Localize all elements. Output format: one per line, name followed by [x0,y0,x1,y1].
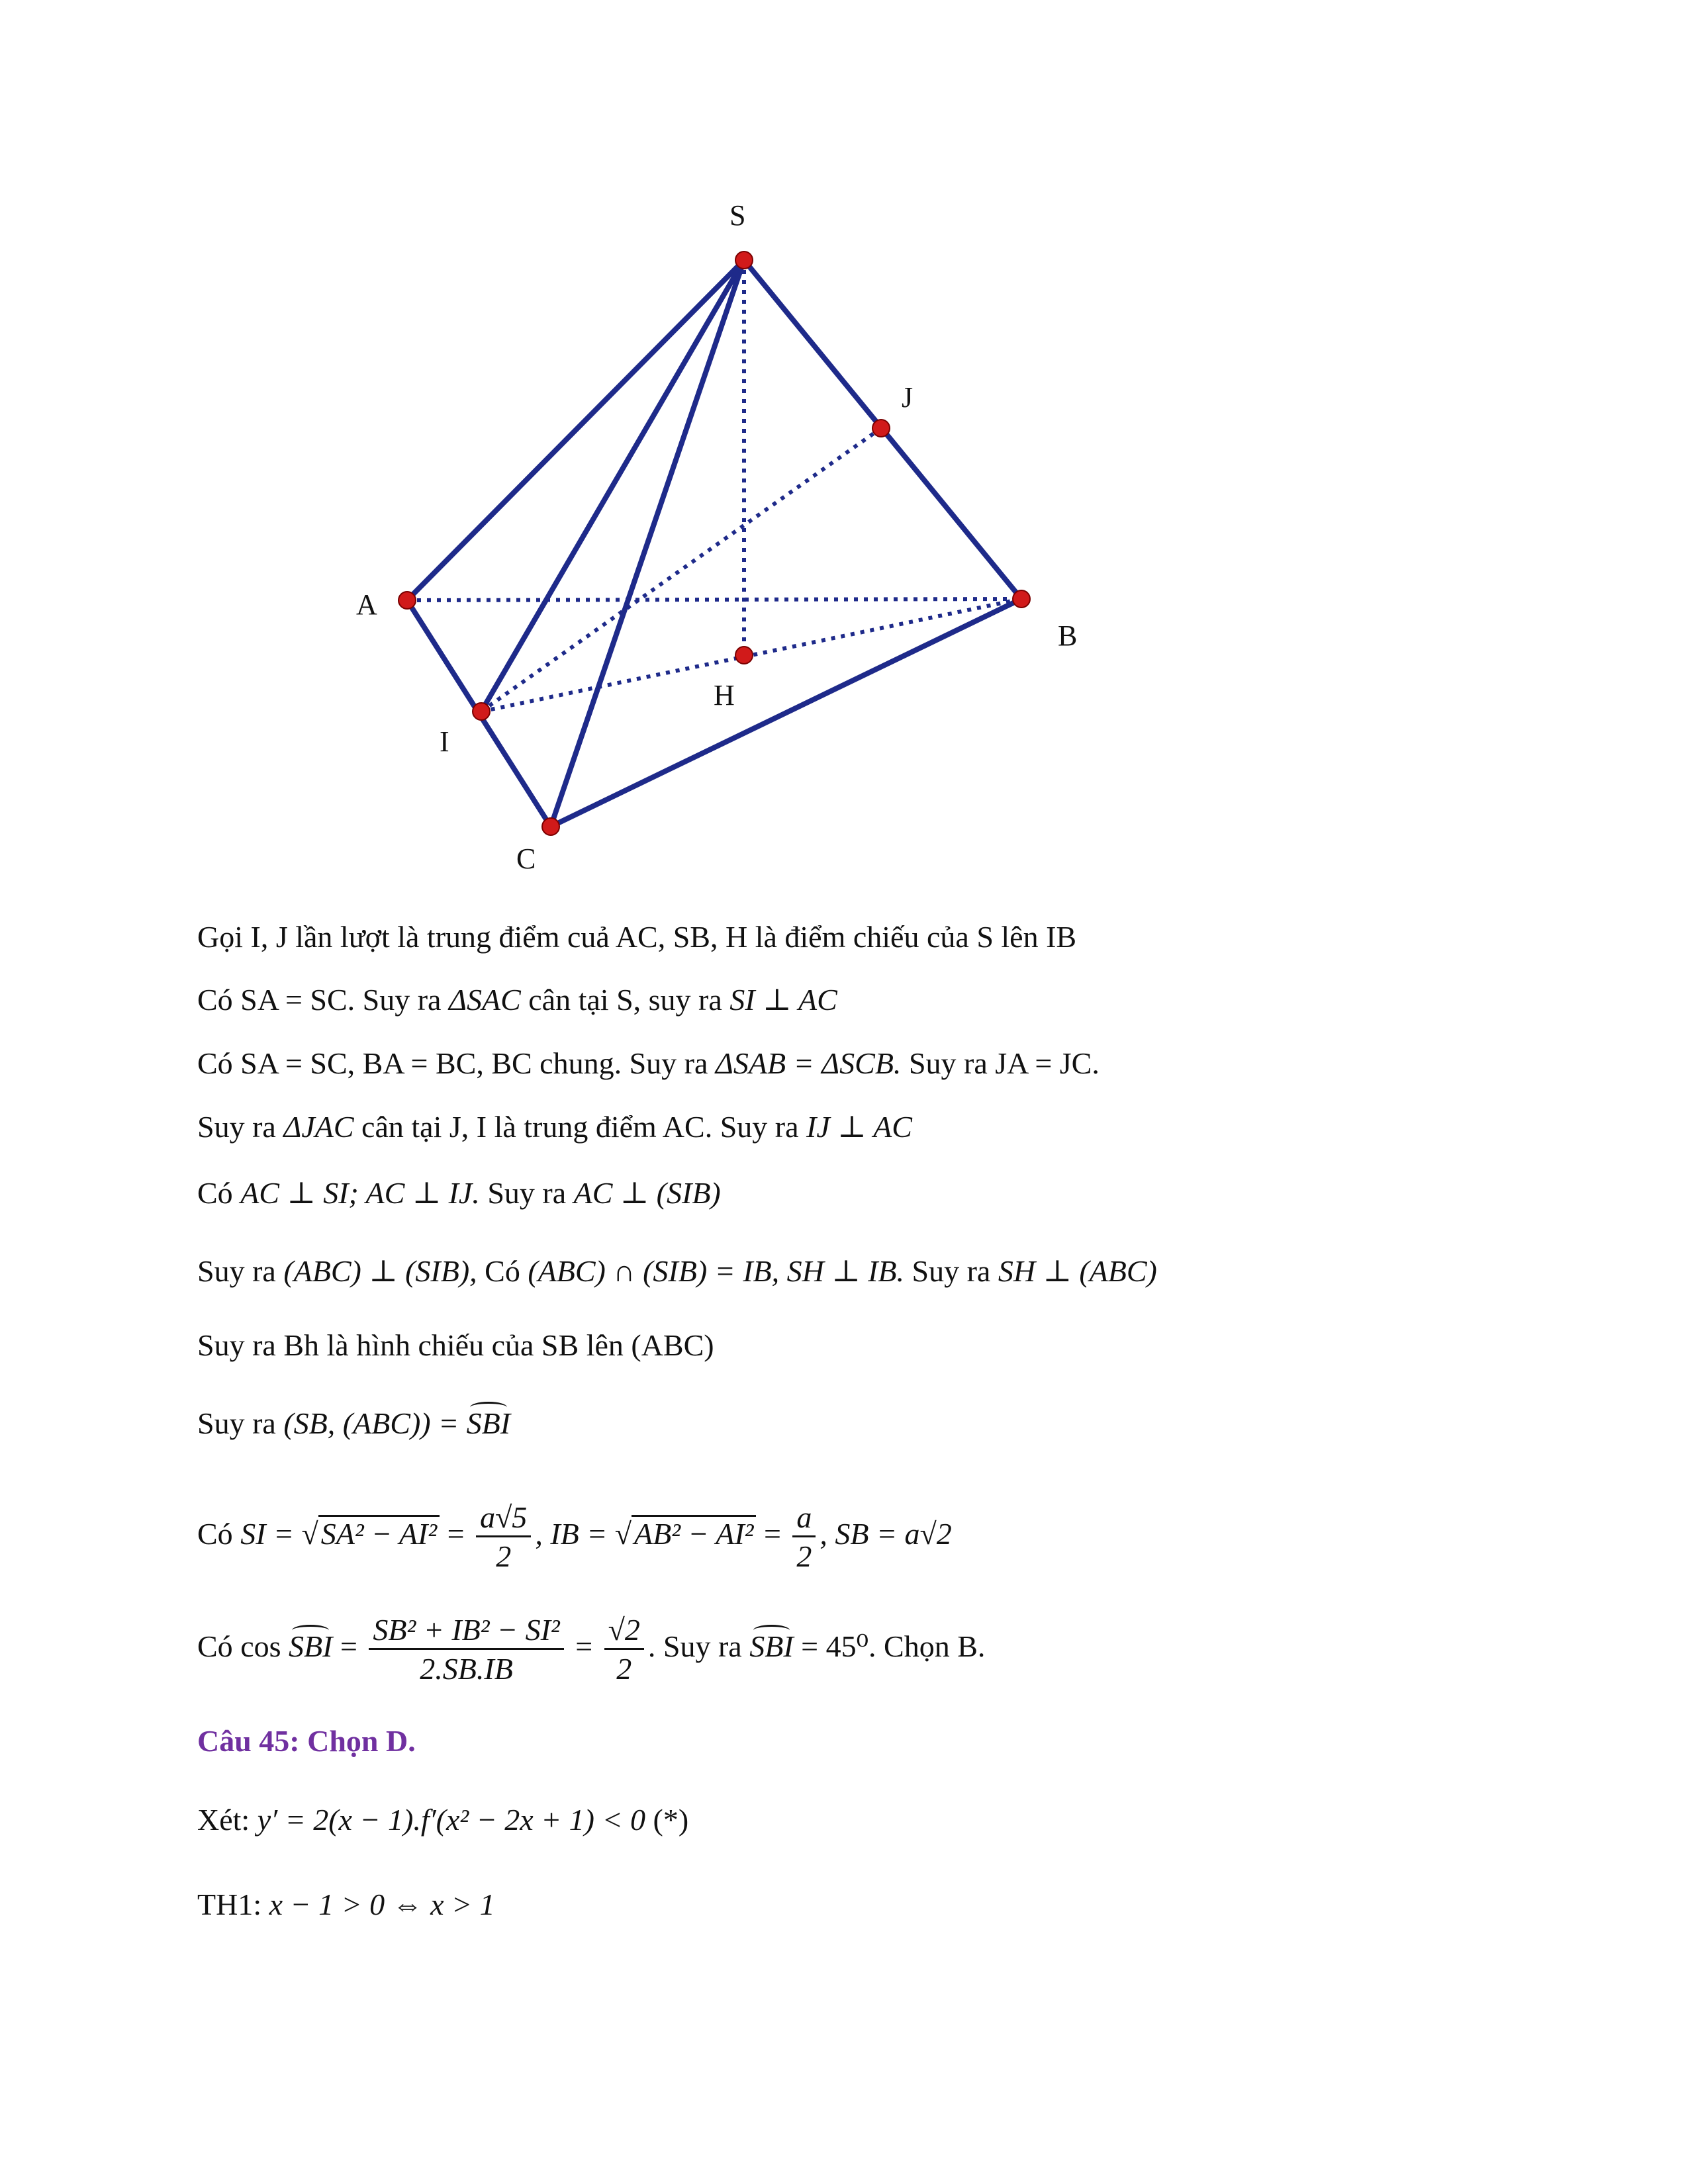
line-13-text-a: TH1: [197,1888,269,1921]
point-I [473,703,490,720]
line-7 [197,1330,714,1361]
point-A [399,592,416,609]
line-10-frac-root [604,1615,644,1684]
label-S: S [729,199,746,232]
pyramid-figure [0,0,1688,900]
question-45-heading [197,1726,416,1756]
line-7-text: Suy ra Bh là hình chiếu của SB lên (ABC) [197,1328,714,1362]
line-12-math-derivative: y′ = 2(x − 1).f′(x² − 2x + 1) < 0 [257,1803,646,1837]
line-3-text-c: Suy ra JA = JC. [901,1046,1100,1080]
line-4-text-a: Suy ra [197,1110,284,1144]
label-A: A [356,588,377,621]
line-9-ib-label: , IB = √ [535,1517,632,1551]
line-8-text-a: Suy ra [197,1406,284,1440]
line-1-text: Gọi I, J lần lượt là trung điểm cuả AC, SB, H là điểm chiếu của S lên IB [197,920,1077,954]
line-9-frac-ib-num: a [792,1502,816,1537]
line-5 [197,1178,721,1208]
line-6-text-c: Có [477,1254,528,1288]
line-9-ib-radicand: AB² − AI² [632,1515,756,1551]
line-4-math-triangle: ΔJAC [283,1110,354,1144]
line-3 [197,1048,1100,1079]
label-B: B [1058,619,1078,652]
line-6-math-perp: SH ⊥ (ABC) [998,1254,1157,1288]
line-9-text-a: Có [197,1517,241,1551]
line-2-math-triangle: ΔSAC [448,983,521,1017]
line-6-math-intersection: (ABC) ∩ (SIB) = IB, SH ⊥ IB. [528,1254,905,1288]
line-12-text-c: (*) [645,1803,689,1837]
line-10-text-a: Có [197,1629,241,1664]
line-10-frac-cos [369,1615,563,1684]
line-3-math-congruent: ΔSAB = ΔSCB. [715,1046,902,1080]
line-9-frac-ib [792,1502,816,1572]
line-2-text-a: Có SA = SC. Suy ra [197,983,449,1017]
line-10-cos: cos [240,1629,289,1664]
point-S [735,251,753,269]
line-5-math-plane: AC ⊥ (SIB) [573,1176,721,1210]
line-12-text-a: Xét: [197,1803,258,1837]
label-C: C [516,842,536,875]
line-10-choice: Chọn B. [876,1629,986,1664]
line-13 [197,1889,495,1920]
line-9-si-radicand: SA² − AI² [318,1515,440,1551]
line-2-text-c: cân tại S, suy ra [520,983,730,1017]
line-6 [197,1256,1157,1287]
line-10-angle-sbi-2: SBI [749,1629,794,1664]
edge-CB [551,599,1021,827]
line-9-eq-2: = [756,1517,789,1551]
line-4-text-c: cân tại J, I là trung điểm AC. Suy ra [353,1110,807,1144]
point-H [735,647,753,664]
line-4-math-perp: IJ ⊥ AC [806,1110,912,1144]
line-9-eq-1: = [440,1517,473,1551]
line-5-text-a: Có [197,1176,241,1210]
line-8 [197,1408,510,1439]
line-10-value: = 45⁰. [793,1629,876,1664]
line-9-si-label: SI = √ [240,1517,318,1551]
line-9-frac-si-num: a√5 [476,1502,531,1537]
line-9-frac-si-den: 2 [496,1539,512,1573]
line-8-angle-sbi: SBI [466,1406,511,1440]
line-8-math-angle: (SB, (ABC)) = [283,1406,467,1440]
point-B [1013,590,1030,608]
line-9-frac-si [476,1502,531,1572]
label-J: J [902,381,914,414]
edge-IJ-dotted [481,428,881,711]
line-5-math-perp: AC ⊥ SI; AC ⊥ IJ. [240,1176,480,1210]
point-J [872,420,890,437]
line-6-text-e: Suy ra [904,1254,998,1288]
line-12 [197,1805,688,1835]
line-10-eq-2: = [567,1629,600,1664]
line-10-frac-cos-num: SB² + IB² − SI² [369,1615,563,1650]
edge-AB-dotted [407,599,1021,600]
line-3-text-a: Có SA = SC, BA = BC, BC chung. Suy ra [197,1046,716,1080]
label-I: I [440,725,449,758]
line-9-sb: , SB = a√2 [820,1517,952,1551]
line-1 [197,922,1076,952]
line-10 [197,1615,985,1684]
line-9 [197,1502,952,1572]
line-6-math-planes: (ABC) ⊥ (SIB), [283,1254,477,1288]
question-45-heading-text: Câu 45: Chọn D. [197,1724,416,1758]
line-13-math-case: x − 1 > 0 ⇔ x > 1 [269,1888,495,1921]
line-10-angle-sbi: SBI [289,1629,333,1664]
line-9-frac-ib-den: 2 [796,1539,812,1573]
line-5-text-c: Suy ra [479,1176,574,1210]
line-10-text-k: Suy ra [655,1629,750,1664]
line-10-eq-1: = [332,1629,365,1664]
point-C [542,818,559,835]
line-10-frac-root-num: √2 [604,1615,644,1650]
line-2 [197,985,837,1015]
line-2-math-perp: SI ⊥ AC [729,983,837,1017]
line-4 [197,1112,912,1142]
line-10-frac-cos-den: 2.SB.IB [420,1652,513,1686]
line-10-dot: . [647,1629,656,1664]
line-6-text-a: Suy ra [197,1254,284,1288]
label-H: H [714,679,735,711]
line-10-frac-root-den: 2 [616,1652,632,1686]
